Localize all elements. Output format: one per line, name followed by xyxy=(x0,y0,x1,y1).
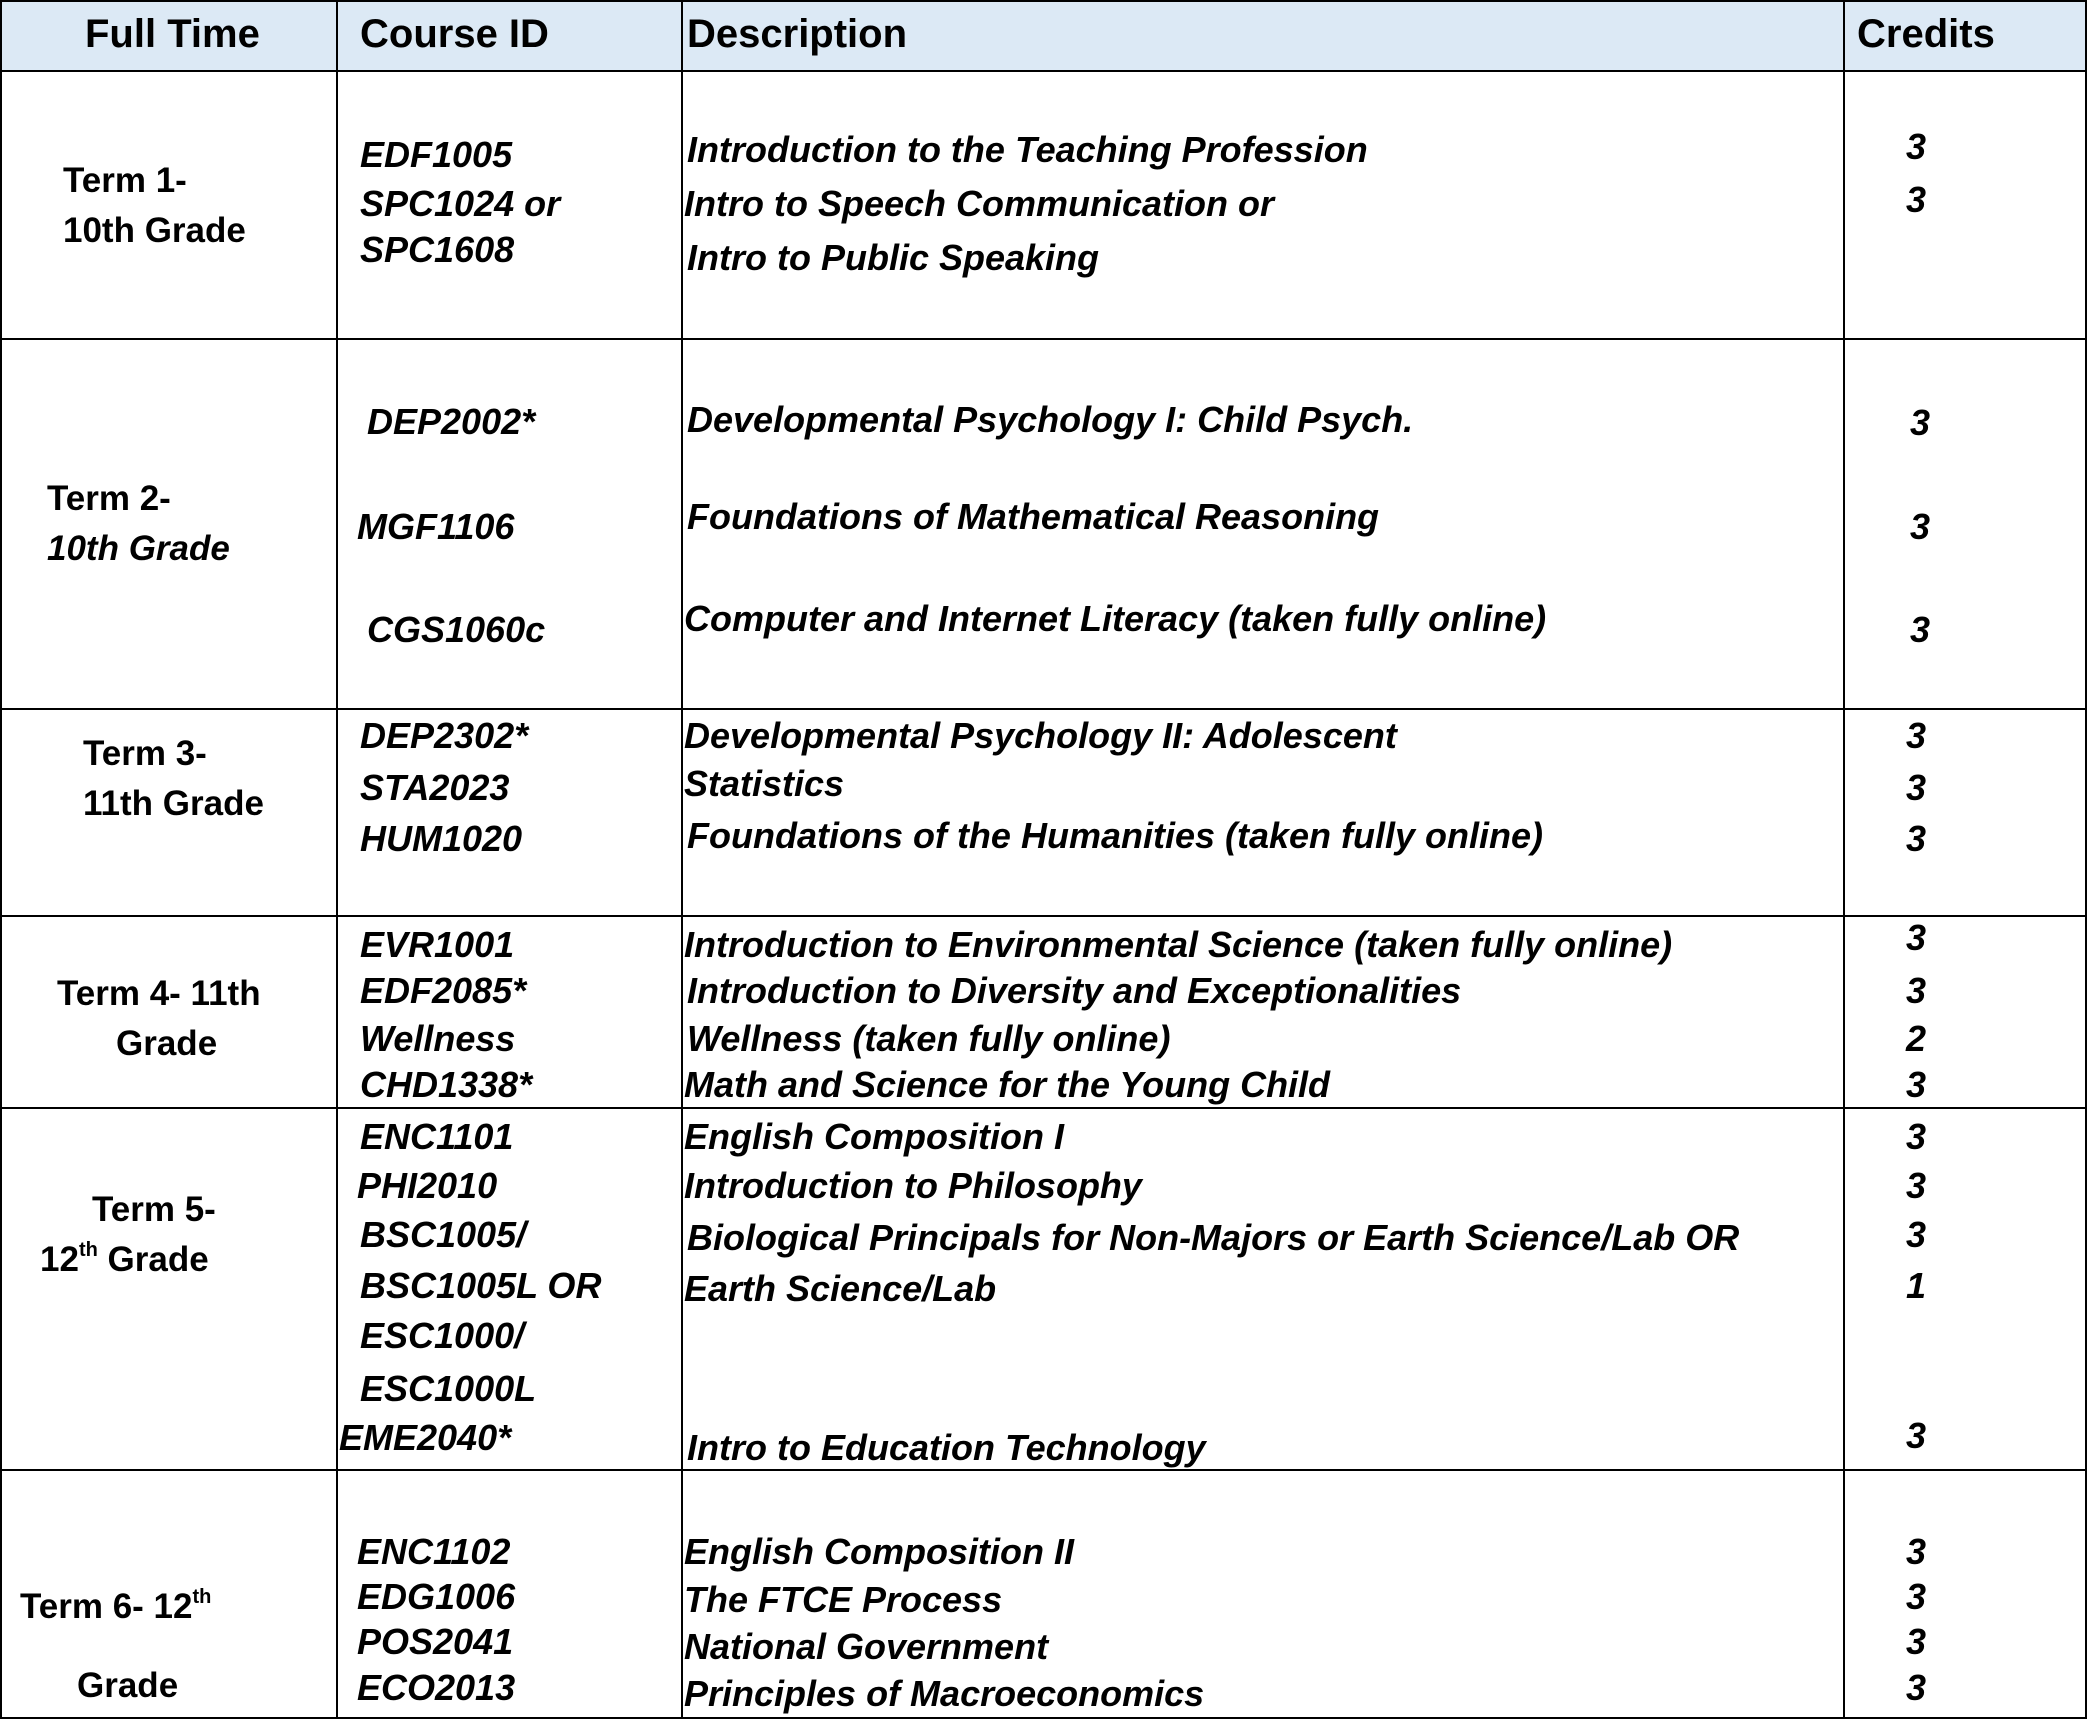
course-id: HUM1020 xyxy=(360,818,523,859)
course-credits: 3 xyxy=(1906,1576,1927,1617)
course-description: Math and Science for the Young Child xyxy=(684,1064,1331,1105)
header-course-id: Course ID xyxy=(360,12,549,56)
column-divider xyxy=(336,0,338,1719)
course-id: ESC1000L xyxy=(360,1368,537,1409)
term-grade: Grade xyxy=(116,1024,218,1063)
course-id: PHI2010 xyxy=(357,1165,498,1206)
course-description: Computer and Internet Literacy (taken fully online) xyxy=(684,598,1547,639)
course-description: The FTCE Process xyxy=(684,1579,1003,1620)
course-credits: 3 xyxy=(1906,767,1927,808)
course-description: Wellness (taken fully online) xyxy=(687,1018,1171,1059)
course-credits: 2 xyxy=(1906,1018,1927,1059)
course-description: Introduction to Philosophy xyxy=(684,1165,1142,1206)
course-description: Introduction to Environmental Science (taken fully online) xyxy=(684,924,1673,965)
course-id: CHD1338* xyxy=(360,1064,533,1105)
column-divider xyxy=(1843,0,1845,1719)
header-full-time: Full Time xyxy=(85,12,260,56)
course-id: STA2023 xyxy=(360,767,510,808)
row-divider xyxy=(0,338,2087,340)
course-id: DEP2002* xyxy=(367,401,536,442)
header-divider xyxy=(0,70,2087,72)
course-id: Wellness xyxy=(360,1018,516,1059)
course-id: ECO2013 xyxy=(357,1667,516,1708)
term-grade: 10th Grade xyxy=(63,211,246,250)
course-id: MGF1106 xyxy=(357,506,515,547)
course-id: BSC1005L OR xyxy=(360,1265,602,1306)
course-description: National Government xyxy=(684,1626,1049,1667)
term-label: Term 1- xyxy=(63,161,187,200)
course-id: EVR1001 xyxy=(360,924,515,965)
course-description: Intro to Education Technology xyxy=(687,1427,1206,1468)
course-description: Developmental Psychology II: Adolescent xyxy=(684,715,1397,756)
course-description: Principles of Macroeconomics xyxy=(684,1673,1205,1714)
term-grade-suffix: th xyxy=(78,1239,98,1262)
term-label-text: Term 6- 12 xyxy=(20,1587,193,1626)
term-label xyxy=(20,1582,211,1632)
course-credits: 3 xyxy=(1906,1621,1927,1662)
term-label: Term 3- xyxy=(83,734,207,773)
term-label: Term 4- 11th xyxy=(57,974,261,1013)
course-description: Earth Science/Lab xyxy=(684,1268,997,1309)
course-credits: 3 xyxy=(1906,179,1927,220)
course-credits: 3 xyxy=(1906,1165,1927,1206)
course-credits: 3 xyxy=(1910,609,1931,650)
course-id: ENC1101 xyxy=(360,1116,514,1157)
course-credits: 3 xyxy=(1910,506,1931,547)
course-credits: 3 xyxy=(1906,1667,1927,1708)
course-description: English Composition I xyxy=(684,1116,1064,1157)
course-credits: 3 xyxy=(1906,715,1927,756)
course-id: ESC1000/ xyxy=(360,1315,525,1356)
course-credits: 3 xyxy=(1906,126,1927,167)
course-credits: 3 xyxy=(1906,970,1927,1011)
term-grade xyxy=(40,1235,209,1285)
course-description: Biological Principals for Non-Majors or Earth Science/Lab OR xyxy=(687,1217,1740,1258)
term-grade: 11th Grade xyxy=(83,784,264,823)
course-credits: 3 xyxy=(1906,1415,1927,1456)
course-description: Statistics xyxy=(684,763,845,804)
table-border-top xyxy=(0,0,2087,2)
term-label-suffix: th xyxy=(192,1586,212,1609)
course-credits: 3 xyxy=(1906,917,1927,958)
course-credits: 3 xyxy=(1910,402,1931,443)
course-id: CGS1060c xyxy=(367,609,546,650)
course-credits: 3 xyxy=(1906,818,1927,859)
course-id: SPC1024 or xyxy=(360,183,561,224)
course-description: Introduction to Diversity and Exceptionalities xyxy=(687,970,1462,1011)
table-header-row xyxy=(0,0,2087,70)
course-id: ENC1102 xyxy=(357,1531,511,1572)
column-divider xyxy=(681,0,683,1719)
term-label: Term 2- xyxy=(47,479,171,518)
course-description: Intro to Public Speaking xyxy=(687,237,1100,278)
course-credits: 3 xyxy=(1906,1531,1927,1572)
course-credits: 3 xyxy=(1906,1214,1927,1255)
course-id: EDG1006 xyxy=(357,1576,516,1617)
course-description: Introduction to the Teaching Profession xyxy=(687,129,1368,170)
header-credits: Credits xyxy=(1857,12,1995,56)
course-id: SPC1608 xyxy=(360,229,515,270)
course-id: EDF2085* xyxy=(360,970,527,1011)
term-label: Term 5- xyxy=(92,1190,216,1229)
course-id: POS2041 xyxy=(357,1621,514,1662)
course-credits: 3 xyxy=(1906,1116,1927,1157)
course-credits: 3 xyxy=(1906,1064,1927,1105)
term-grade-number: 12 xyxy=(40,1240,79,1279)
header-description: Description xyxy=(687,12,908,56)
term-grade: 10th Grade xyxy=(47,529,230,568)
table-border-left xyxy=(0,0,2,1719)
term-grade: Grade xyxy=(77,1666,179,1705)
course-description: English Composition II xyxy=(684,1531,1074,1572)
course-description: Intro to Speech Communication or xyxy=(684,183,1275,224)
course-description: Foundations of Mathematical Reasoning xyxy=(687,496,1380,537)
course-credits: 1 xyxy=(1906,1265,1927,1306)
term-grade-word: Grade xyxy=(97,1240,209,1279)
row-divider xyxy=(0,915,2087,917)
course-description: Developmental Psychology I: Child Psych. xyxy=(687,399,1414,440)
course-id: BSC1005/ xyxy=(360,1214,527,1255)
course-id: DEP2302* xyxy=(360,715,529,756)
course-id: EDF1005 xyxy=(360,134,513,175)
course-id: EME2040* xyxy=(339,1417,512,1458)
row-divider xyxy=(0,708,2087,710)
course-description: Foundations of the Humanities (taken fully online) xyxy=(687,815,1544,856)
